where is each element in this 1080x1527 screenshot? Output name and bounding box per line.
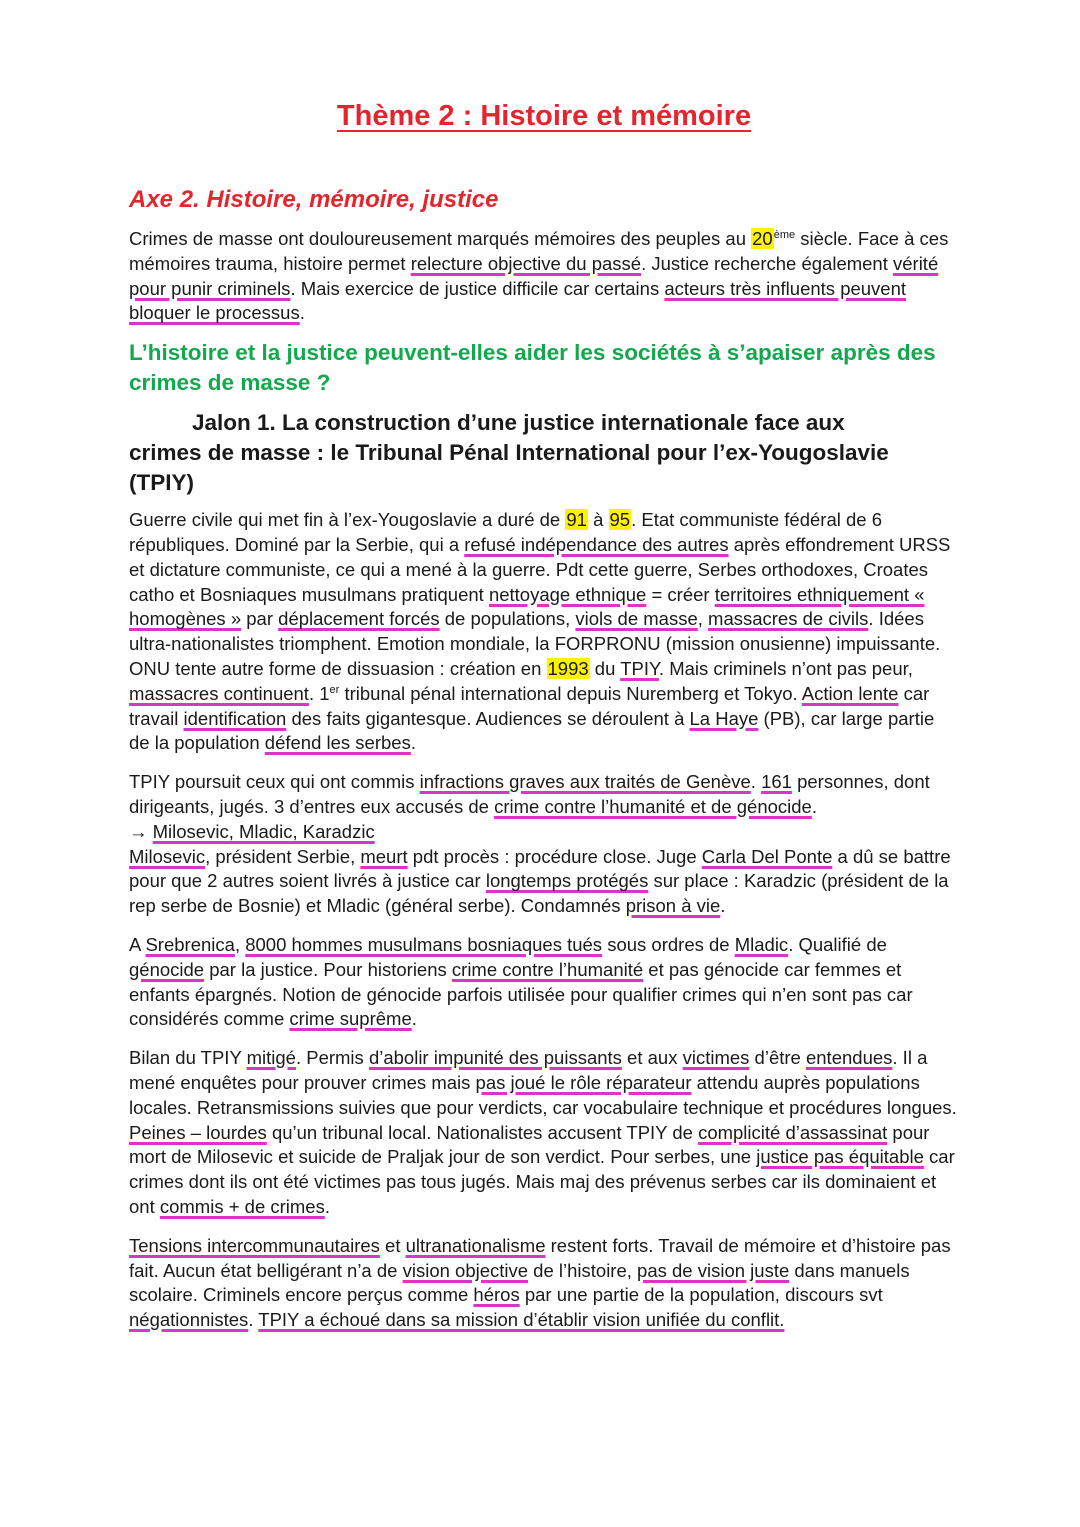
underline: prison à vie [625, 895, 721, 917]
text: par une partie de la population, discours svt [519, 1284, 883, 1306]
section-heading: Axe 2. Histoire, mémoire, justice [129, 186, 499, 213]
text: . Mais criminels n’ont pas peur, [658, 657, 913, 679]
text: a dû se battre pour que 2 autres soient livrés à justice car [129, 845, 951, 892]
text: = créer [646, 583, 715, 605]
text: du [589, 657, 621, 679]
text: pdt procès : procédure close. Juge [407, 845, 702, 867]
paragraph-tpiy [129, 770, 959, 919]
underline: relecture objective du passé [410, 252, 642, 274]
text: , [697, 608, 709, 630]
text: . Etat communiste fédéral de 6 républiques. Dominé par la Serbie, qui a [129, 509, 882, 555]
underline: vision objective [402, 1259, 529, 1281]
text: . 1 [308, 682, 330, 704]
underline: héros [473, 1284, 520, 1306]
text: par [241, 608, 279, 630]
underline: Milosevic [129, 845, 206, 867]
text: . [811, 795, 817, 817]
underline: TPIY a échoué dans sa mission d’établir vision unifiée du conflit. [258, 1309, 785, 1331]
text: Crimes de masse ont douloureusement marqués mémoires des peuples au [129, 228, 752, 249]
underline: crime suprême [289, 1008, 412, 1030]
underline: Peines – lourdes [129, 1121, 267, 1143]
text: . [750, 771, 762, 793]
text: dans manuels scolaire. Criminels encore perçus comme [129, 1259, 910, 1306]
highlight: 1993 [547, 657, 589, 679]
underline: acteurs très influents peuvent bloquer le processus [129, 277, 907, 324]
text: et pas génocide car femmes et enfants épargnés. Notion de génocide parfois utilisée pour qualifier crimes qui n’en sont pas car considérés comme [129, 958, 913, 1030]
text: par la justice. Pour historiens [204, 958, 452, 980]
page-title: Thème 2 : Histoire et mémoire [336, 100, 752, 132]
text: . [720, 895, 726, 917]
underline: longtemps protégés [485, 870, 649, 892]
text: de l’histoire, [528, 1259, 638, 1281]
jalon-heading [129, 408, 959, 498]
underline: déplacement forcés [278, 608, 440, 630]
underline: refusé indépendance des autres [464, 533, 729, 555]
text: personnes, dont dirigeants, jugés. 3 d’entres eux accusés de [129, 771, 930, 817]
text: . [324, 1195, 330, 1217]
text: d’être [749, 1047, 806, 1069]
problematic-question: L’histoire et la justice peuvent-elles aider les sociétés à s’apaiser après des crimes de masse ? [129, 340, 936, 396]
underline: meurt [360, 845, 408, 867]
text: après effondrement URSS et dictature communiste, ce qui a mené à la guerre. Pdt cette guerre, Serbes orthodoxes, Croates catho et Bosniaques musulmans pratiquent [129, 533, 951, 605]
arrow-icon: → [129, 820, 153, 842]
text: siècle. Face à ces mémoires trauma, histoire permet [129, 228, 949, 274]
text: . Idées ultra-nationalistes triomphent. Emotion mondiale, la FORPRONU (mission onusienne) impuissante. ONU tente autre forme de dissuasion : création en [129, 608, 941, 679]
superscript: er [329, 683, 340, 696]
text: et aux [621, 1047, 683, 1069]
underline: d’abolir impunité des puissants [368, 1047, 622, 1069]
underline: mitigé [246, 1047, 296, 1069]
text: à [587, 509, 609, 531]
jalon-line-2: crimes de masse : le Tribunal Pénal International pour l’ex-Yougoslavie (TPIY) [129, 440, 889, 496]
text: A [129, 933, 146, 955]
jalon-line-1: Jalon 1. La construction d’une justice internationale face aux [192, 410, 845, 436]
underline: Mladic [734, 933, 789, 955]
underline: victimes [682, 1047, 750, 1069]
underline: 161 [761, 771, 792, 793]
text: . [411, 1008, 417, 1030]
text: car crimes dont ils ont été victimes pas tous jugés. Mais maj des prévenus serbes car ils dominaient et ont [129, 1146, 955, 1217]
underline: crime contre l’humanité [451, 958, 644, 980]
text: . Mais exercice de justice difficile car certains [290, 277, 665, 299]
underline: massacres de civils [708, 608, 869, 630]
underline: nettoyage ethnique [488, 583, 647, 605]
underline: vérité pour punir criminels [129, 252, 939, 299]
underline: La Haye [689, 707, 759, 729]
highlight: 95 [609, 509, 631, 531]
underline: identification [183, 707, 287, 729]
underline: infractions graves aux traités de Genève [419, 771, 751, 793]
text: restent forts. Travail de mémoire et d’histoire pas fait. Aucun état belligérant n’a de [129, 1234, 951, 1281]
underline: Carla Del Ponte [701, 845, 833, 867]
text: , [234, 933, 246, 955]
text: TPIY poursuit ceux qui ont commis [129, 771, 420, 793]
superscript: ème [773, 228, 796, 241]
underline: viols de masse [575, 608, 698, 630]
text: (PB), car large partie de la population [129, 707, 935, 754]
underline: 8000 hommes musulmans bosniaques tués [245, 933, 603, 955]
highlight: 20 [752, 228, 773, 249]
text: Guerre civile qui met fin à l’ex-Yougoslavie a duré de [129, 509, 566, 531]
paragraph-war [129, 508, 959, 756]
text: . [248, 1309, 259, 1331]
underline: crime contre l’humanité et de génocide [494, 795, 812, 817]
text: car travail [129, 682, 930, 729]
underline: négationnistes [129, 1309, 249, 1331]
underline: Srebrenica [145, 933, 235, 955]
underline: pas joué le rôle réparateur [475, 1071, 692, 1093]
text: . [410, 732, 416, 754]
paragraph-bilan [129, 1046, 959, 1220]
text: . Il a mené enquêtes pour prouver crimes mais [129, 1047, 928, 1093]
underline: pas de vision juste [637, 1259, 790, 1281]
text: attendu auprès populations locales. Retransmissions suivies que pour verdicts, car vocabulaire technique et procédures longues. [129, 1071, 957, 1118]
intro-paragraph [129, 227, 959, 326]
text: tribunal pénal international depuis Nuremberg et Tokyo. [339, 682, 802, 704]
paragraph-tensions [129, 1234, 959, 1333]
underline: justice pas équitable [756, 1146, 924, 1168]
underline: massacres continuent [129, 682, 309, 704]
text: sous ordres de [602, 933, 735, 955]
text: et [379, 1234, 406, 1256]
underline: défend les serbes [264, 732, 411, 754]
text: . Qualifié de [788, 933, 887, 955]
text: sur place : Karadzic (président de la rep serbe de Bosnie) et Mladic (général serbe). Condamnés [129, 870, 949, 917]
text: qu’un tribunal local. Nationalistes accusent TPIY de [266, 1121, 699, 1143]
text: Bilan du TPIY [129, 1047, 247, 1069]
underline: territoires ethniquement « homogènes » [129, 583, 925, 630]
underline: complicité d’assassinat [698, 1121, 888, 1143]
text: pour mort de Milosevic et suicide de Praljak jour de son verdict. Pour serbes, une [129, 1121, 930, 1168]
text: des faits gigantesque. Audiences se déroulent à [286, 707, 690, 729]
document-page [129, 100, 959, 1333]
underline: génocide [129, 958, 205, 980]
text: de populations, [439, 608, 576, 630]
underline: Action lente [801, 682, 899, 704]
underline: TPIY [620, 657, 659, 679]
text: . Justice recherche également [641, 252, 893, 274]
underline: Tensions intercommunautaires [129, 1234, 380, 1256]
highlight: 91 [566, 509, 587, 531]
text: , président Serbie, [205, 845, 361, 867]
underline: commis + de crimes [159, 1195, 325, 1217]
text: . [299, 302, 305, 324]
underline: Milosevic, Mladic, Karadzic [152, 820, 375, 842]
underline: ultranationalisme [405, 1234, 546, 1256]
text: . Permis [295, 1047, 369, 1069]
paragraph-srebrenica [129, 933, 959, 1032]
underline: entendues [805, 1047, 893, 1069]
